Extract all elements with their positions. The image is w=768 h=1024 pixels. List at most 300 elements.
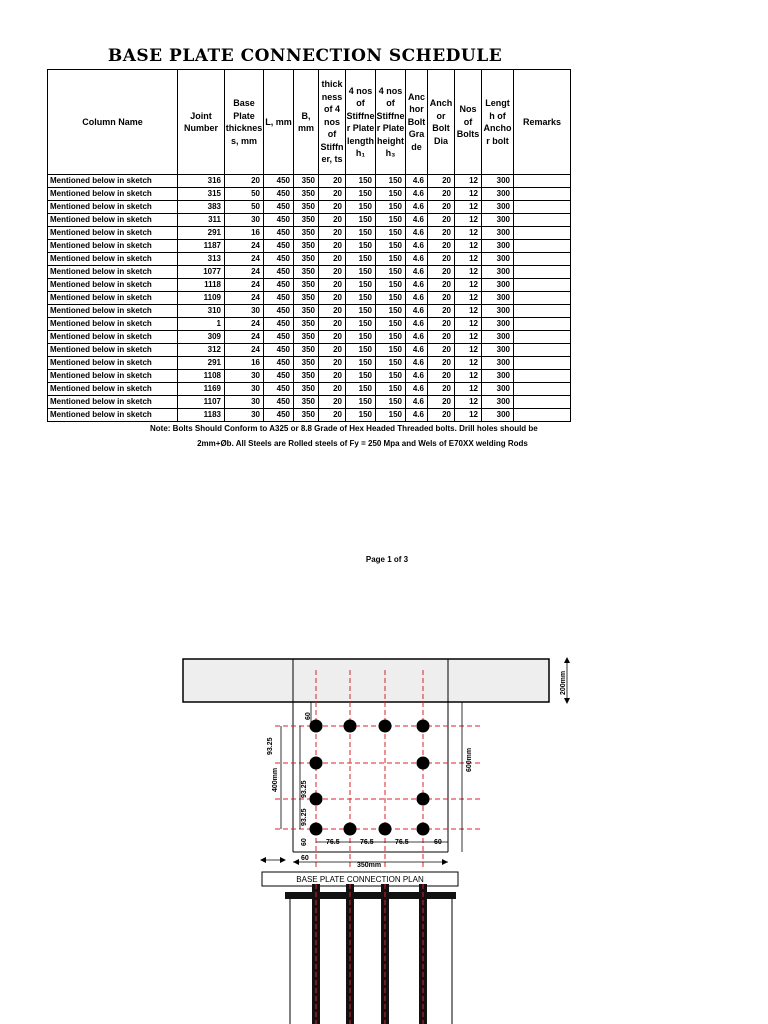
base-plate-drawing [0, 640, 768, 1024]
cell-anchor-bolt-grade: 4.6 [406, 188, 428, 201]
dim-350-label: 350mm [357, 862, 382, 869]
cell-anchor-bolt-dia: 20 [428, 370, 455, 383]
cell-anchor-bolt-length: 300 [482, 383, 514, 396]
cell-remarks [514, 227, 571, 240]
cell-stiffener-thickness: 20 [319, 214, 346, 227]
cell-anchor-bolt-length: 300 [482, 188, 514, 201]
cell-remarks [514, 383, 571, 396]
header-column-name: Column Name [48, 70, 178, 175]
cell-column-name: Mentioned below in sketch [48, 240, 178, 253]
cell-breadth: 350 [294, 318, 319, 331]
cell-stiffener-length: 150 [346, 188, 376, 201]
cell-stiffener-length: 150 [346, 214, 376, 227]
cell-stiffener-thickness: 20 [319, 266, 346, 279]
cell-stiffener-thickness: 20 [319, 409, 346, 422]
cell-nos-of-bolts: 12 [455, 266, 482, 279]
cell-joint-number: 316 [178, 175, 225, 188]
cell-plate-thickness: 24 [225, 253, 264, 266]
anchor-bolts [312, 884, 427, 1024]
cell-joint-number: 312 [178, 344, 225, 357]
cell-anchor-bolt-grade: 4.6 [406, 383, 428, 396]
cell-plate-thickness: 30 [225, 396, 264, 409]
cell-remarks [514, 344, 571, 357]
cell-breadth: 350 [294, 370, 319, 383]
elevation-base-plate [285, 892, 456, 899]
cell-nos-of-bolts: 12 [455, 240, 482, 253]
cell-anchor-bolt-grade: 4.6 [406, 305, 428, 318]
cell-stiffener-length: 150 [346, 409, 376, 422]
cell-nos-of-bolts: 12 [455, 201, 482, 214]
cell-breadth: 350 [294, 409, 319, 422]
cell-anchor-bolt-dia: 20 [428, 357, 455, 370]
cell-stiffener-thickness: 20 [319, 305, 346, 318]
header-anchor-bolt-grade: Anc hor Bolt Gra de [406, 70, 428, 175]
cell-length: 450 [264, 383, 294, 396]
table-row [48, 227, 571, 240]
cell-breadth: 350 [294, 266, 319, 279]
cell-stiffener-height: 150 [376, 240, 406, 253]
cell-stiffener-thickness: 20 [319, 175, 346, 188]
cell-joint-number: 291 [178, 357, 225, 370]
cell-remarks [514, 279, 571, 292]
cell-nos-of-bolts: 12 [455, 331, 482, 344]
cell-plate-thickness: 30 [225, 214, 264, 227]
cell-plate-thickness: 24 [225, 344, 264, 357]
cell-stiffener-length: 150 [346, 292, 376, 305]
cell-plate-thickness: 24 [225, 318, 264, 331]
dim-60-bottom-label: 60 [301, 838, 308, 846]
cell-column-name: Mentioned below in sketch [48, 279, 178, 292]
cell-nos-of-bolts: 12 [455, 214, 482, 227]
cell-breadth: 350 [294, 175, 319, 188]
cell-anchor-bolt-length: 300 [482, 396, 514, 409]
cell-breadth: 350 [294, 357, 319, 370]
cell-joint-number: 1077 [178, 266, 225, 279]
cell-anchor-bolt-grade: 4.6 [406, 214, 428, 227]
cell-anchor-bolt-length: 300 [482, 409, 514, 422]
beam-flange [183, 659, 549, 702]
table-row [48, 383, 571, 396]
cell-plate-thickness: 24 [225, 240, 264, 253]
arrow-head [564, 698, 570, 704]
cell-column-name: Mentioned below in sketch [48, 357, 178, 370]
cell-anchor-bolt-length: 300 [482, 240, 514, 253]
cell-column-name: Mentioned below in sketch [48, 331, 178, 344]
cell-column-name: Mentioned below in sketch [48, 370, 178, 383]
cell-anchor-bolt-grade: 4.6 [406, 344, 428, 357]
page-number: Page 1 of 3 [365, 555, 409, 564]
cell-anchor-bolt-grade: 4.6 [406, 357, 428, 370]
dim-765-label-c: 76.5 [395, 839, 409, 846]
cell-length: 450 [264, 175, 294, 188]
cell-anchor-bolt-length: 300 [482, 305, 514, 318]
cell-plate-thickness: 30 [225, 383, 264, 396]
bolt-hole [310, 793, 323, 806]
cell-stiffener-length: 150 [346, 318, 376, 331]
cell-breadth: 350 [294, 292, 319, 305]
cell-stiffener-height: 150 [376, 188, 406, 201]
cell-length: 450 [264, 344, 294, 357]
cell-stiffener-thickness: 20 [319, 227, 346, 240]
cell-anchor-bolt-dia: 20 [428, 240, 455, 253]
cell-remarks [514, 266, 571, 279]
cell-anchor-bolt-dia: 20 [428, 396, 455, 409]
cell-stiffener-length: 150 [346, 331, 376, 344]
table-row [48, 253, 571, 266]
cell-plate-thickness: 30 [225, 409, 264, 422]
table-row [48, 305, 571, 318]
cell-anchor-bolt-length: 300 [482, 279, 514, 292]
note [150, 421, 565, 451]
cell-stiffener-height: 150 [376, 266, 406, 279]
cell-stiffener-height: 150 [376, 305, 406, 318]
cell-nos-of-bolts: 12 [455, 370, 482, 383]
page-title: BASE PLATE CONNECTION SCHEDULE [107, 46, 503, 66]
header-stiffener-height: 4 nos of Stiffne r Plate height h₃ [376, 70, 406, 175]
cell-stiffener-height: 150 [376, 227, 406, 240]
cell-plate-thickness: 30 [225, 370, 264, 383]
cell-stiffener-height: 150 [376, 318, 406, 331]
table-row [48, 214, 571, 227]
cell-stiffener-length: 150 [346, 344, 376, 357]
cell-length: 450 [264, 305, 294, 318]
cell-stiffener-length: 150 [346, 253, 376, 266]
plan-caption: BASE PLATE CONNECTION PLAN [296, 875, 424, 884]
cell-column-name: Mentioned below in sketch [48, 409, 178, 422]
table-row [48, 266, 571, 279]
dim-200-label: 200mm [560, 670, 567, 695]
cell-joint-number: 1187 [178, 240, 225, 253]
table-row [48, 344, 571, 357]
cell-nos-of-bolts: 12 [455, 396, 482, 409]
header-joint-number: Joint Number [178, 70, 225, 175]
cell-joint-number: 1107 [178, 396, 225, 409]
bolt-holes [310, 720, 430, 836]
bolt-hole [417, 823, 430, 836]
cell-nos-of-bolts: 12 [455, 344, 482, 357]
cell-stiffener-height: 150 [376, 409, 406, 422]
dim-60-top-label: 60 [305, 712, 312, 720]
cell-stiffener-height: 150 [376, 292, 406, 305]
cell-breadth: 350 [294, 227, 319, 240]
cell-stiffener-length: 150 [346, 383, 376, 396]
table-row [48, 357, 571, 370]
cell-anchor-bolt-dia: 20 [428, 331, 455, 344]
cell-stiffener-thickness: 20 [319, 331, 346, 344]
header-length: L, mm [264, 70, 294, 175]
note-line-2: 2mm+Øb. All Steels are Rolled steels of Fy = 250 Mpa and Wels of E70XX welding Rods [197, 439, 528, 448]
dim-60-right-label: 60 [434, 839, 442, 846]
cell-anchor-bolt-length: 300 [482, 318, 514, 331]
header-breadth: B, mm [294, 70, 319, 175]
arrow-head [260, 857, 266, 863]
cell-plate-thickness: 24 [225, 331, 264, 344]
header-stiffener-length: 4 nos of Stiffne r Plate length h₁ [346, 70, 376, 175]
cell-plate-thickness: 50 [225, 201, 264, 214]
cell-anchor-bolt-grade: 4.6 [406, 409, 428, 422]
cell-stiffener-length: 150 [346, 240, 376, 253]
cell-joint-number: 1118 [178, 279, 225, 292]
arrow-head [564, 657, 570, 663]
cell-joint-number: 1109 [178, 292, 225, 305]
cell-anchor-bolt-length: 300 [482, 227, 514, 240]
dim-93-label-c: 93.25 [301, 808, 308, 826]
table-row [48, 188, 571, 201]
cell-plate-thickness: 16 [225, 357, 264, 370]
cell-breadth: 350 [294, 240, 319, 253]
cell-remarks [514, 292, 571, 305]
cell-plate-thickness: 24 [225, 266, 264, 279]
cell-stiffener-length: 150 [346, 370, 376, 383]
cell-remarks [514, 331, 571, 344]
cell-column-name: Mentioned below in sketch [48, 175, 178, 188]
bolt-hole [310, 823, 323, 836]
cell-remarks [514, 240, 571, 253]
cell-stiffener-thickness: 20 [319, 357, 346, 370]
table-row [48, 279, 571, 292]
cell-plate-thickness: 24 [225, 279, 264, 292]
cell-stiffener-height: 150 [376, 344, 406, 357]
cell-anchor-bolt-dia: 20 [428, 188, 455, 201]
cell-stiffener-length: 150 [346, 279, 376, 292]
cell-stiffener-height: 150 [376, 331, 406, 344]
cell-length: 450 [264, 240, 294, 253]
cell-anchor-bolt-grade: 4.6 [406, 266, 428, 279]
table-row [48, 370, 571, 383]
cell-stiffener-thickness: 20 [319, 383, 346, 396]
cell-stiffener-thickness: 20 [319, 279, 346, 292]
cell-stiffener-length: 150 [346, 305, 376, 318]
cell-stiffener-thickness: 20 [319, 370, 346, 383]
bolt-hole [417, 720, 430, 733]
header-anchor-bolt-dia: Anch or Bolt Dia [428, 70, 455, 175]
cell-breadth: 350 [294, 253, 319, 266]
cell-length: 450 [264, 292, 294, 305]
cell-breadth: 350 [294, 279, 319, 292]
cell-joint-number: 309 [178, 331, 225, 344]
cell-anchor-bolt-length: 300 [482, 201, 514, 214]
cell-column-name: Mentioned below in sketch [48, 227, 178, 240]
cell-anchor-bolt-grade: 4.6 [406, 240, 428, 253]
cell-nos-of-bolts: 12 [455, 292, 482, 305]
cell-anchor-bolt-grade: 4.6 [406, 201, 428, 214]
cell-length: 450 [264, 253, 294, 266]
dim-93-label-a: 93.25 [267, 737, 274, 755]
cell-remarks [514, 188, 571, 201]
cell-length: 450 [264, 227, 294, 240]
cell-anchor-bolt-grade: 4.6 [406, 331, 428, 344]
cell-column-name: Mentioned below in sketch [48, 253, 178, 266]
cell-anchor-bolt-grade: 4.6 [406, 396, 428, 409]
cell-remarks [514, 409, 571, 422]
cell-joint-number: 291 [178, 227, 225, 240]
cell-anchor-bolt-length: 300 [482, 214, 514, 227]
bolt-hole [417, 757, 430, 770]
cell-anchor-bolt-dia: 20 [428, 305, 455, 318]
cell-column-name: Mentioned below in sketch [48, 266, 178, 279]
cell-nos-of-bolts: 12 [455, 188, 482, 201]
cell-joint-number: 311 [178, 214, 225, 227]
cell-remarks [514, 175, 571, 188]
cell-length: 450 [264, 279, 294, 292]
cell-stiffener-height: 150 [376, 370, 406, 383]
table-row [48, 201, 571, 214]
cell-stiffener-thickness: 20 [319, 188, 346, 201]
cell-stiffener-height: 150 [376, 214, 406, 227]
arrow-head [280, 857, 286, 863]
cell-plate-thickness: 30 [225, 305, 264, 318]
cell-anchor-bolt-grade: 4.6 [406, 227, 428, 240]
bolt-centerlines [316, 884, 423, 1024]
cell-anchor-bolt-dia: 20 [428, 344, 455, 357]
cell-column-name: Mentioned below in sketch [48, 318, 178, 331]
header-anchor-bolt-length: Lengt h of Ancho r bolt [482, 70, 514, 175]
cell-stiffener-thickness: 20 [319, 318, 346, 331]
cell-breadth: 350 [294, 188, 319, 201]
cell-plate-thickness: 50 [225, 188, 264, 201]
cell-stiffener-thickness: 20 [319, 396, 346, 409]
cell-stiffener-height: 150 [376, 253, 406, 266]
cell-breadth: 350 [294, 396, 319, 409]
cell-joint-number: 1108 [178, 370, 225, 383]
cell-joint-number: 1169 [178, 383, 225, 396]
table-row [48, 240, 571, 253]
cell-remarks [514, 370, 571, 383]
cell-joint-number: 1183 [178, 409, 225, 422]
cell-length: 450 [264, 357, 294, 370]
cell-nos-of-bolts: 12 [455, 383, 482, 396]
dim-600-label: 600mm [466, 747, 473, 772]
bolt-hole [344, 720, 357, 733]
cell-remarks [514, 201, 571, 214]
cell-stiffener-height: 150 [376, 279, 406, 292]
cell-anchor-bolt-dia: 20 [428, 279, 455, 292]
cell-anchor-bolt-dia: 20 [428, 227, 455, 240]
cell-anchor-bolt-grade: 4.6 [406, 279, 428, 292]
table-row [48, 396, 571, 409]
cell-nos-of-bolts: 12 [455, 318, 482, 331]
cell-column-name: Mentioned below in sketch [48, 188, 178, 201]
cell-stiffener-height: 150 [376, 175, 406, 188]
cell-stiffener-length: 150 [346, 175, 376, 188]
cell-length: 450 [264, 188, 294, 201]
cell-nos-of-bolts: 12 [455, 175, 482, 188]
cell-joint-number: 383 [178, 201, 225, 214]
cell-remarks [514, 214, 571, 227]
cell-anchor-bolt-dia: 20 [428, 292, 455, 305]
cell-stiffener-length: 150 [346, 266, 376, 279]
cell-anchor-bolt-length: 300 [482, 370, 514, 383]
cell-anchor-bolt-length: 300 [482, 292, 514, 305]
table-row [48, 331, 571, 344]
cell-anchor-bolt-dia: 20 [428, 201, 455, 214]
cell-nos-of-bolts: 12 [455, 305, 482, 318]
cell-remarks [514, 253, 571, 266]
cell-remarks [514, 357, 571, 370]
cell-anchor-bolt-length: 300 [482, 331, 514, 344]
cell-breadth: 350 [294, 344, 319, 357]
cell-anchor-bolt-grade: 4.6 [406, 253, 428, 266]
cell-anchor-bolt-length: 300 [482, 253, 514, 266]
cell-breadth: 350 [294, 214, 319, 227]
bolt-hole [344, 823, 357, 836]
cell-stiffener-length: 150 [346, 357, 376, 370]
cell-joint-number: 315 [178, 188, 225, 201]
cell-plate-thickness: 16 [225, 227, 264, 240]
cell-remarks [514, 305, 571, 318]
cell-anchor-bolt-length: 300 [482, 175, 514, 188]
cell-nos-of-bolts: 12 [455, 227, 482, 240]
cell-nos-of-bolts: 12 [455, 253, 482, 266]
cell-stiffener-thickness: 20 [319, 253, 346, 266]
cell-anchor-bolt-grade: 4.6 [406, 292, 428, 305]
cell-anchor-bolt-dia: 20 [428, 383, 455, 396]
cell-stiffener-thickness: 20 [319, 292, 346, 305]
table-row [48, 292, 571, 305]
cell-joint-number: 310 [178, 305, 225, 318]
cell-length: 450 [264, 370, 294, 383]
cell-anchor-bolt-dia: 20 [428, 214, 455, 227]
header-nos-of-bolts: Nos of Bolts [455, 70, 482, 175]
header-row [48, 70, 571, 175]
cell-stiffener-height: 150 [376, 383, 406, 396]
arrow-head [442, 859, 448, 865]
cell-anchor-bolt-dia: 20 [428, 409, 455, 422]
dim-765-label-a: 76.5 [326, 839, 340, 846]
cell-column-name: Mentioned below in sketch [48, 201, 178, 214]
cell-anchor-bolt-dia: 20 [428, 175, 455, 188]
cell-anchor-bolt-dia: 20 [428, 266, 455, 279]
cell-stiffener-height: 150 [376, 396, 406, 409]
cell-stiffener-thickness: 20 [319, 344, 346, 357]
cell-column-name: Mentioned below in sketch [48, 292, 178, 305]
bolt-hole [310, 757, 323, 770]
cell-stiffener-length: 150 [346, 227, 376, 240]
cell-stiffener-thickness: 20 [319, 240, 346, 253]
schedule-table [47, 69, 571, 422]
cell-stiffener-height: 150 [376, 357, 406, 370]
cell-length: 450 [264, 201, 294, 214]
header-remarks: Remarks [514, 70, 571, 175]
bolt-hole [417, 793, 430, 806]
cell-column-name: Mentioned below in sketch [48, 305, 178, 318]
cell-stiffener-length: 150 [346, 201, 376, 214]
cell-joint-number: 1 [178, 318, 225, 331]
cell-plate-thickness: 20 [225, 175, 264, 188]
bolt-hole [379, 823, 392, 836]
cell-breadth: 350 [294, 201, 319, 214]
cell-column-name: Mentioned below in sketch [48, 383, 178, 396]
cell-breadth: 350 [294, 383, 319, 396]
dim-93-label-b: 93.25 [301, 780, 308, 798]
cell-breadth: 350 [294, 305, 319, 318]
cell-remarks [514, 396, 571, 409]
cell-stiffener-thickness: 20 [319, 201, 346, 214]
table-row [48, 409, 571, 422]
cell-nos-of-bolts: 12 [455, 357, 482, 370]
dim-765-label-b: 76.5 [360, 839, 374, 846]
cell-anchor-bolt-length: 300 [482, 344, 514, 357]
cell-stiffener-length: 150 [346, 396, 376, 409]
header-plate-thickness: Base Plate thicknes s, mm [225, 70, 264, 175]
cell-joint-number: 313 [178, 253, 225, 266]
header-stiffener-thickness: thick ness of 4 nos of Stiffn er, ts [319, 70, 346, 175]
dim-400-label: 400mm [272, 767, 279, 792]
cell-length: 450 [264, 396, 294, 409]
cell-length: 450 [264, 214, 294, 227]
cell-column-name: Mentioned below in sketch [48, 344, 178, 357]
cell-anchor-bolt-dia: 20 [428, 318, 455, 331]
